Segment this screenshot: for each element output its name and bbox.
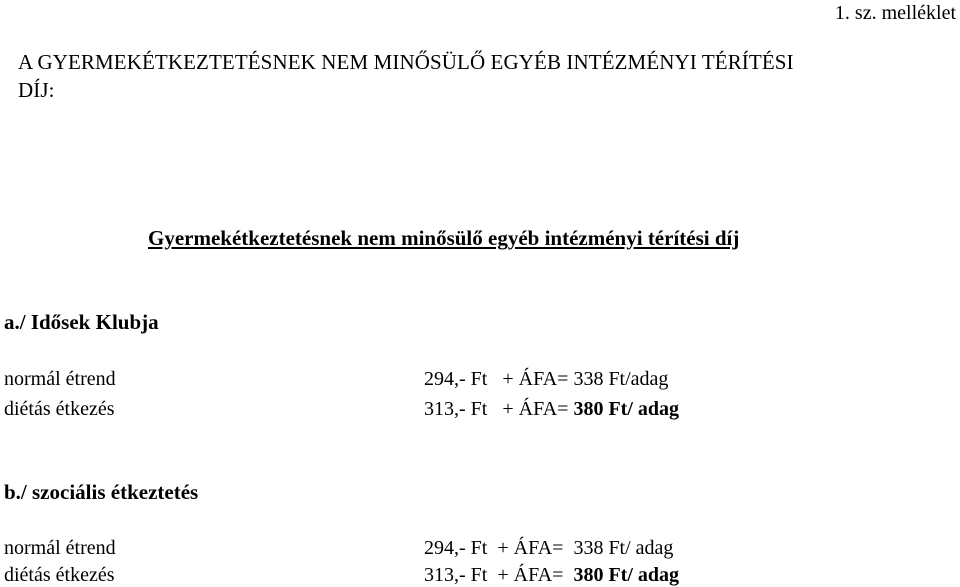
row-label: normál étrend bbox=[4, 537, 116, 559]
price-line bbox=[424, 369, 668, 389]
net-price: 294,- Ft bbox=[424, 368, 488, 390]
section-heading-b: b./ szociális étkeztetés bbox=[4, 480, 199, 504]
gross-price: 380 Ft/ adag bbox=[573, 564, 679, 586]
row-label: diétás étkezés bbox=[4, 398, 115, 420]
vat-label: + ÁFA= bbox=[497, 564, 564, 586]
section-heading-a: a./ Idősek Klubja bbox=[4, 310, 159, 334]
gross-price: 380 Ft/ adag bbox=[573, 398, 679, 420]
row-label: diétás étkezés bbox=[4, 564, 115, 586]
subtitle: Gyermekétkeztetésnek nem minősülő egyéb intézményi térítési díj bbox=[148, 226, 740, 250]
price-line bbox=[424, 565, 679, 585]
annex-label: 1. sz. melléklet bbox=[834, 2, 956, 24]
vat-label: + ÁFA= bbox=[497, 537, 564, 559]
net-price: 313,- Ft bbox=[424, 398, 488, 420]
price-line bbox=[424, 399, 679, 419]
net-price: 313,- Ft bbox=[424, 564, 488, 586]
vat-label: + ÁFA= bbox=[502, 398, 569, 420]
gross-price: 338 Ft/ adag bbox=[573, 537, 674, 559]
page-title-line-1: A GYERMEKÉTKEZTETÉSNEK NEM MINŐSÜLŐ EGYÉB INTÉZMÉNYI TÉRÍTÉSI bbox=[18, 50, 794, 74]
price-line bbox=[424, 538, 673, 558]
net-price: 294,- Ft bbox=[424, 537, 488, 559]
page-title-line-2: DÍJ: bbox=[18, 78, 55, 102]
row-label: normál étrend bbox=[4, 368, 116, 390]
vat-label: + ÁFA= bbox=[502, 368, 569, 390]
gross-price: 338 Ft/adag bbox=[573, 368, 669, 390]
